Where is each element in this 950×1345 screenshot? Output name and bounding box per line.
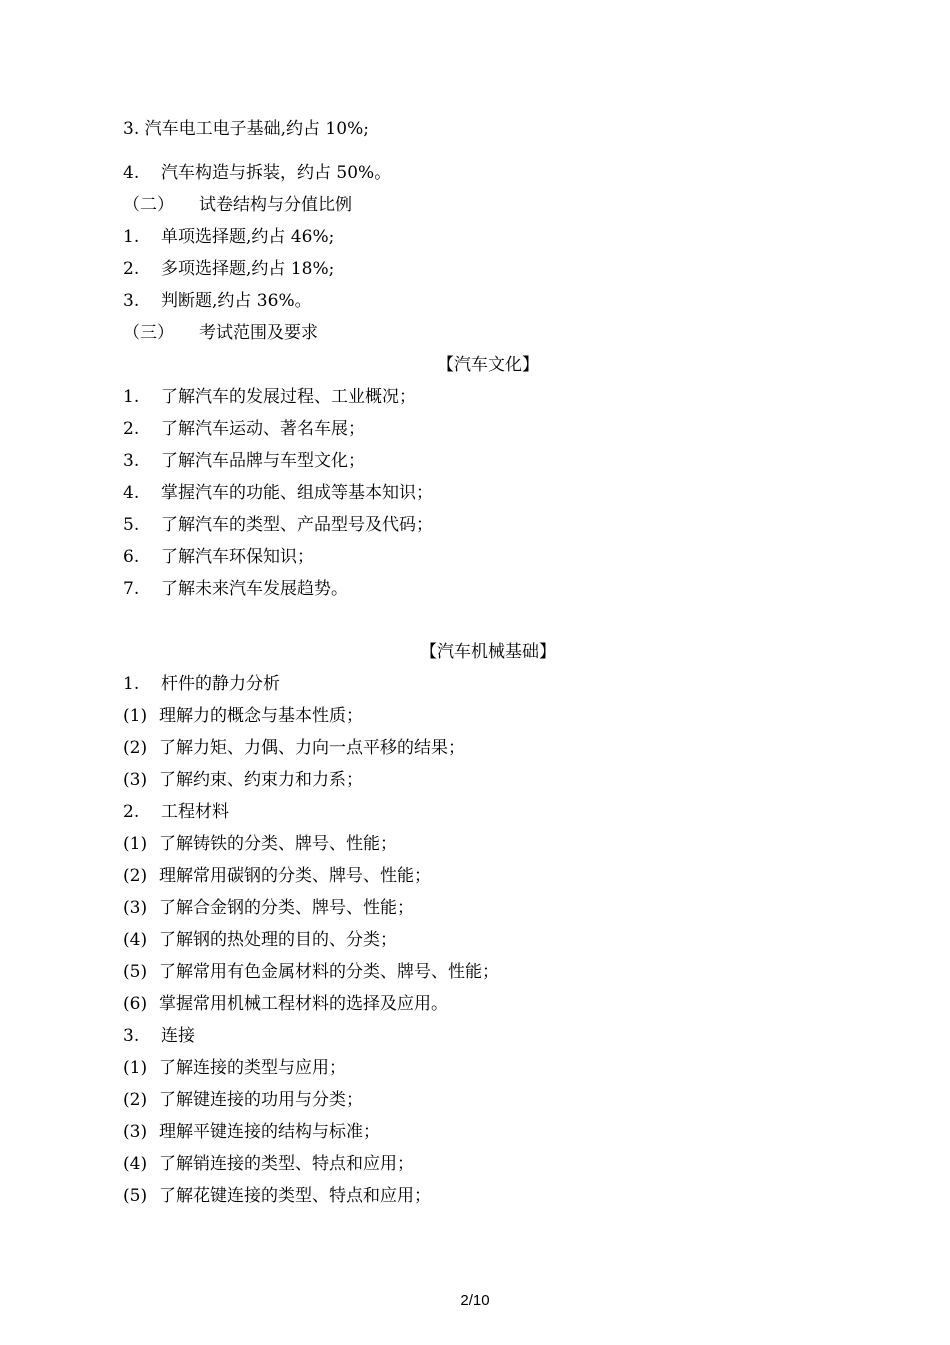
item-text: 理解常用碳钢的分类、牌号、性能； xyxy=(159,866,431,886)
mechanics-item xyxy=(123,833,397,855)
item-number: 2. xyxy=(123,419,140,439)
mechanics-topic xyxy=(123,801,229,823)
mechanics-item xyxy=(123,1153,414,1175)
item-number: (3) xyxy=(123,1122,148,1142)
page-number: 2/10 xyxy=(460,1292,490,1309)
section-title: 试卷结构与分值比例 xyxy=(199,195,352,215)
item-text: 理解力的概念与基本性质； xyxy=(159,706,363,726)
item-number: (5) xyxy=(123,1186,148,1206)
item-number: (1) xyxy=(123,1058,148,1078)
mechanics-item xyxy=(123,769,363,791)
section-label: （二） xyxy=(123,195,174,215)
mechanics-item xyxy=(123,737,465,759)
mechanics-item xyxy=(123,929,397,951)
item-text: 了解花键连接的类型、特点和应用； xyxy=(159,1186,431,1206)
intro-line-2 xyxy=(123,162,391,184)
item-text: 了解力矩、力偶、力向一点平移的结果； xyxy=(159,738,465,758)
item-number: 7. xyxy=(123,579,140,599)
section-title: 考试范围及要求 xyxy=(199,323,318,343)
item-text: 判断题,约占 36%。 xyxy=(161,291,312,311)
item-text: 了解键连接的功用与分类； xyxy=(159,1090,363,1110)
mechanics-item xyxy=(123,897,414,919)
item-text: 了解铸铁的分类、牌号、性能； xyxy=(159,834,397,854)
item-text: 了解约束、约束力和力系； xyxy=(159,770,363,790)
mechanics-item xyxy=(123,705,363,727)
item-number: (4) xyxy=(123,1154,148,1174)
item-text: 了解未来汽车发展趋势。 xyxy=(161,579,348,599)
item-number: (2) xyxy=(123,738,148,758)
section-2-item xyxy=(123,258,334,280)
item-number: 3. xyxy=(123,451,140,471)
mechanics-heading: 【汽车机械基础】 xyxy=(420,642,556,662)
item-number: (5) xyxy=(123,962,148,982)
item-number: 1. xyxy=(123,387,140,407)
item-text: 了解汽车的发展过程、工业概况； xyxy=(161,387,416,407)
topic-title: 工程材料 xyxy=(161,802,229,822)
culture-heading: 【汽车文化】 xyxy=(437,355,539,375)
item-text: 汽车构造与拆装，约占 50%。 xyxy=(161,163,392,183)
item-text: 了解连接的类型与应用； xyxy=(159,1058,346,1078)
topic-title: 连接 xyxy=(161,1026,195,1046)
section-2-heading xyxy=(123,194,352,216)
item-text: 掌握常用机械工程材料的选择及应用。 xyxy=(159,994,448,1014)
item-number: 6. xyxy=(123,547,140,567)
item-text: 了解常用有色金属材料的分类、牌号、性能； xyxy=(159,962,499,982)
culture-item xyxy=(123,482,433,504)
item-number: (3) xyxy=(123,898,148,918)
mechanics-item xyxy=(123,1089,363,1111)
item-text: 了解钢的热处理的目的、分类； xyxy=(159,930,397,950)
culture-item xyxy=(123,386,416,408)
item-number: 4. xyxy=(123,483,140,503)
item-number: (1) xyxy=(123,706,148,726)
item-text: 了解销连接的类型、特点和应用； xyxy=(159,1154,414,1174)
item-text: 了解汽车环保知识； xyxy=(161,547,314,567)
item-number: (3) xyxy=(123,770,148,790)
item-number: (1) xyxy=(123,834,148,854)
item-text: 理解平键连接的结构与标准； xyxy=(159,1122,380,1142)
mechanics-item xyxy=(123,993,448,1015)
topic-number: 1. xyxy=(123,674,140,694)
section-2-item xyxy=(123,226,334,248)
mechanics-topic xyxy=(123,1025,195,1047)
item-text: 单项选择题,约占 46%; xyxy=(161,227,335,247)
item-number: (2) xyxy=(123,1090,148,1110)
culture-item xyxy=(123,578,348,600)
mechanics-item xyxy=(123,961,499,983)
culture-item xyxy=(123,450,365,472)
section-2-item xyxy=(123,290,312,312)
topic-title: 杆件的静力分析 xyxy=(161,674,280,694)
item-number: 5. xyxy=(123,515,140,535)
item-text: 了解合金钢的分类、牌号、性能； xyxy=(159,898,414,918)
item-number: (2) xyxy=(123,866,148,886)
item-number: (4) xyxy=(123,930,148,950)
culture-item xyxy=(123,546,314,568)
topic-number: 2. xyxy=(123,802,140,822)
topic-number: 3. xyxy=(123,1026,140,1046)
mechanics-item xyxy=(123,1185,431,1207)
mechanics-item xyxy=(123,1057,346,1079)
item-text: 掌握汽车的功能、组成等基本知识； xyxy=(161,483,433,503)
mechanics-item xyxy=(123,1121,380,1143)
section-label: （三） xyxy=(123,323,174,343)
section-3-heading xyxy=(123,322,318,344)
item-number: 4. xyxy=(123,163,140,183)
intro-line-1: 3. 汽车电工电子基础,约占 10%; xyxy=(123,119,369,139)
item-number: 3. xyxy=(123,291,140,311)
item-text: 了解汽车的类型、产品型号及代码； xyxy=(161,515,433,535)
item-number: 1. xyxy=(123,227,140,247)
item-text: 了解汽车运动、著名车展； xyxy=(161,419,365,439)
item-number: 2. xyxy=(123,259,140,279)
item-text: 了解汽车品牌与车型文化； xyxy=(161,451,365,471)
culture-item xyxy=(123,514,433,536)
mechanics-topic xyxy=(123,673,280,695)
mechanics-item xyxy=(123,865,431,887)
culture-item xyxy=(123,418,365,440)
item-text: 多项选择题,约占 18%; xyxy=(161,259,335,279)
item-number: (6) xyxy=(123,994,148,1014)
